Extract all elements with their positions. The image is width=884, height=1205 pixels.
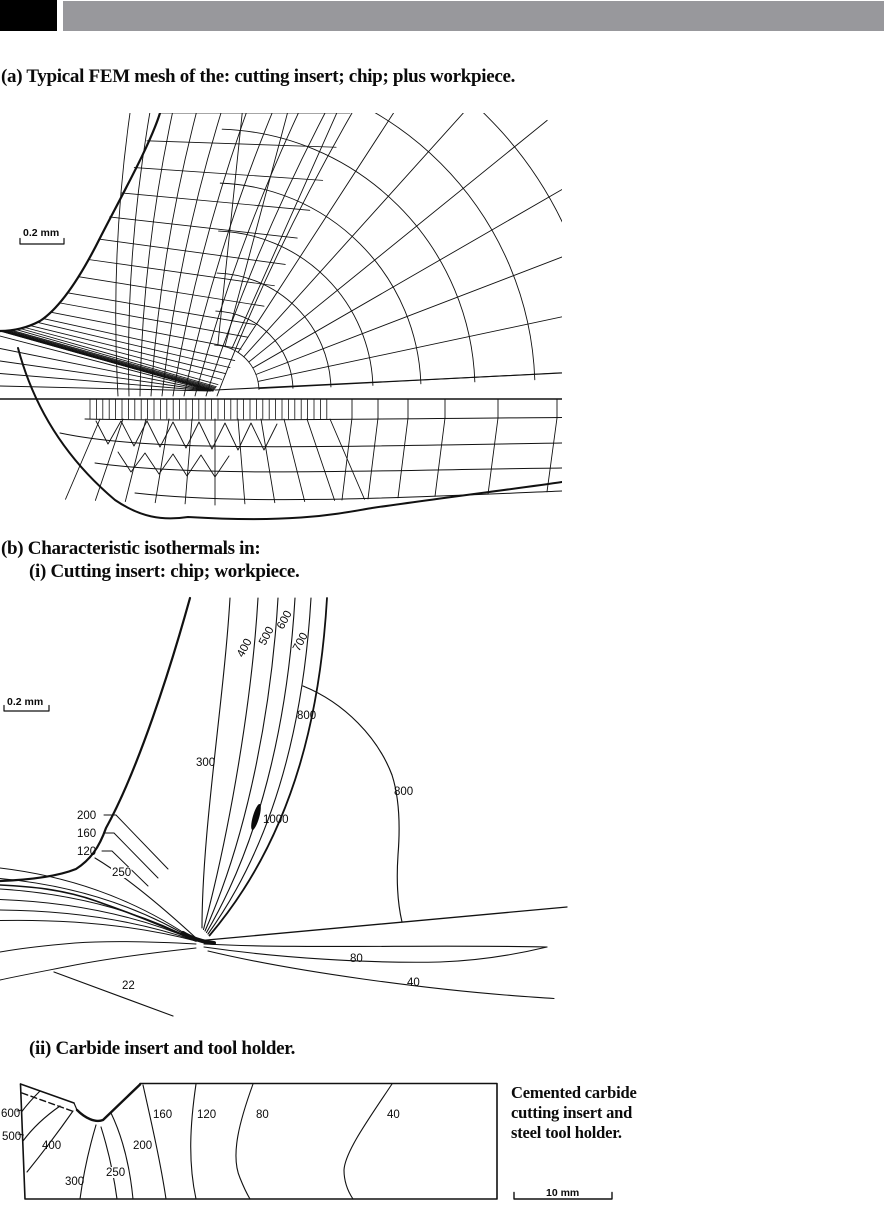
- contour-label: 40: [387, 1109, 400, 1121]
- contour-label: 22: [122, 980, 135, 992]
- label-leader-200: [104, 815, 168, 869]
- caption-line: steel tool holder.: [511, 1123, 622, 1142]
- machined-surface: [0, 885, 196, 941]
- contour-label: 800: [297, 710, 317, 722]
- contour-label: 800: [394, 786, 414, 798]
- contour-label: 160: [153, 1109, 173, 1121]
- scale-label: 0.2 mm: [23, 227, 60, 239]
- heading-b-i: (i) Cutting insert: chip; workpiece.: [29, 561, 300, 582]
- isotherm-1000-blob: [249, 803, 263, 831]
- contour-label: 300: [196, 757, 216, 769]
- contour-label: 600: [1, 1108, 21, 1120]
- contour-label: 500: [257, 624, 277, 648]
- contour-label: 80: [350, 953, 363, 965]
- contour-label: 250: [112, 867, 132, 879]
- contour-label: 1000: [263, 814, 289, 826]
- uncut-surface: [196, 907, 567, 941]
- contour-label: 250: [106, 1167, 126, 1179]
- scale-label: 10 mm: [546, 1187, 580, 1199]
- contour-label: 300: [65, 1176, 85, 1188]
- contour-label: 400: [42, 1140, 62, 1152]
- figure-b-isothermals: [0, 598, 567, 1016]
- heading-a: (a) Typical FEM mesh of the: cutting insert; chip; plus workpiece.: [1, 66, 516, 87]
- figure-c-caption: [511, 1083, 681, 1143]
- contour-label: 200: [77, 810, 97, 822]
- figure-a-scale-bar: [20, 227, 64, 244]
- figure-c-scale-bar: [514, 1187, 612, 1199]
- insert-edge: [77, 1085, 140, 1121]
- contour-label: 700: [291, 630, 311, 654]
- scale-label: 0.2 mm: [7, 696, 44, 708]
- contour-label: 120: [77, 846, 97, 858]
- contour-label: 600: [275, 608, 295, 632]
- contour-label: 120: [197, 1109, 217, 1121]
- caption-line: cutting insert and: [511, 1103, 633, 1122]
- caption-line: Cemented carbide: [511, 1083, 637, 1102]
- contour-label: 40: [407, 977, 420, 989]
- heading-b-ii: (ii) Carbide insert and tool holder.: [29, 1038, 296, 1059]
- heading-b: (b) Characteristic isothermals in:: [1, 538, 261, 559]
- figure-b-scale-bar: [4, 696, 49, 711]
- contour-label: 160: [77, 828, 97, 840]
- contour-label: 200: [133, 1140, 153, 1152]
- contour-label: 80: [256, 1109, 269, 1121]
- contour-label: 400: [235, 636, 255, 660]
- contour-label: 500: [2, 1131, 22, 1143]
